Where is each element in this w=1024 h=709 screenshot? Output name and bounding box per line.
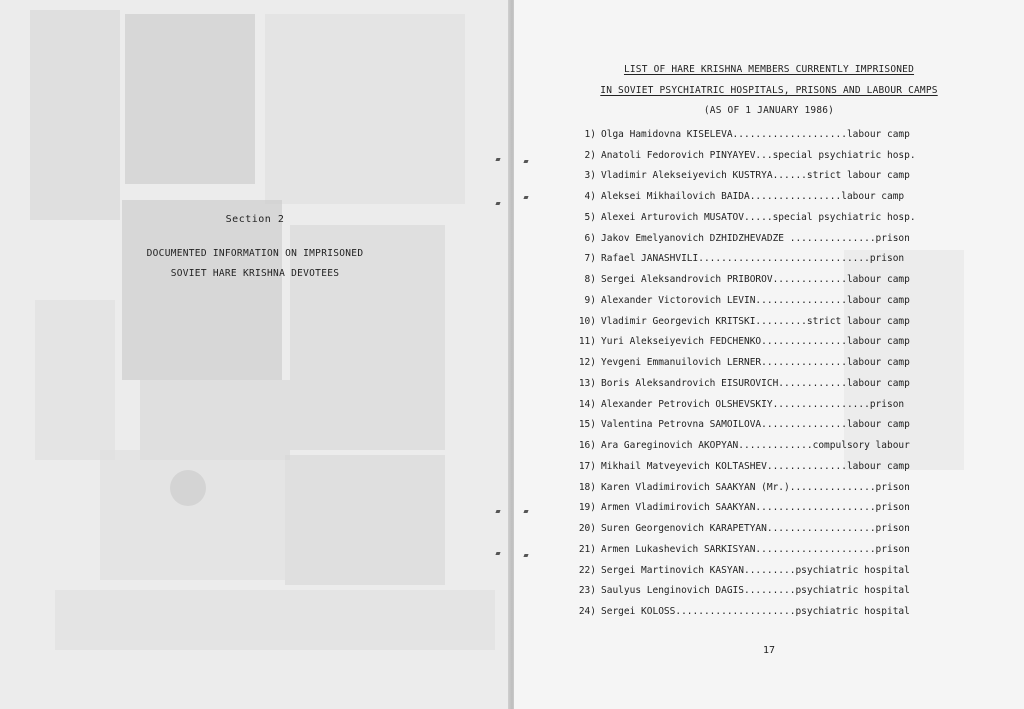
- list-entry: [570, 435, 950, 456]
- entry-number: 21): [578, 543, 596, 555]
- entry-number: 23): [578, 585, 596, 597]
- entry-text: Armen Lukashevich SARKISYAN.....................prison: [601, 543, 910, 555]
- prisoner-list: [570, 124, 950, 622]
- entry-number: 3): [584, 170, 596, 182]
- list-entry: [570, 166, 950, 187]
- entry-text: Rafael JANASHVILI..............................prison: [601, 253, 905, 265]
- list-entry: [570, 581, 950, 602]
- entry-text: Mikhail Matveyevich KOLTASHEV..............labour camp: [601, 460, 910, 472]
- entry-text: Yevgeni Emmanuilovich LERNER...............labour camp: [601, 357, 910, 369]
- entry-number: 10): [578, 315, 596, 327]
- list-title-line1: LIST OF HARE KRISHNA MEMBERS CURRENTLY IMPRISONED: [623, 64, 915, 75]
- entry-text: Ara Gareginovich AKOPYAN.............compulsory labour: [601, 440, 910, 452]
- list-entry: [570, 415, 950, 436]
- bleed-through-image: [100, 450, 285, 580]
- entry-number: 4): [584, 191, 596, 203]
- entry-number: 18): [578, 481, 596, 493]
- entry-text: Alexander Petrovich OLSHEVSKIY.................prison: [601, 398, 905, 410]
- entry-number: 13): [578, 377, 596, 389]
- list-entry: [570, 539, 950, 560]
- entry-number: 9): [584, 294, 596, 306]
- bleed-through-image: [140, 380, 290, 460]
- entry-text: Suren Georgenovich KARAPETYAN...................prison: [601, 523, 910, 535]
- entry-number: 14): [578, 398, 596, 410]
- bleed-through-image: [30, 10, 120, 220]
- page-number: 17: [762, 645, 776, 656]
- bleed-through-image: [265, 14, 465, 204]
- list-entry: [570, 352, 950, 373]
- list-entry: [570, 311, 950, 332]
- list-entry: [570, 560, 950, 581]
- entry-number: 15): [578, 419, 596, 431]
- list-entry: [570, 373, 950, 394]
- list-entry: [570, 456, 950, 477]
- list-date: (AS OF 1 JANUARY 1986): [703, 105, 835, 116]
- entry-text: Vladimir Alekseiyevich KUSTRYA......strict labour camp: [601, 170, 910, 182]
- list-entry: [570, 124, 950, 145]
- right-page: [514, 0, 1024, 709]
- entry-text: Boris Aleksandrovich EISUROVICH............labour camp: [601, 377, 910, 389]
- bleed-through-image: [125, 14, 255, 184]
- entry-number: 1): [584, 128, 596, 140]
- entry-number: 11): [578, 336, 596, 348]
- entry-text: Anatoli Fedorovich PINYAYEV...special psychiatric hosp.: [601, 149, 916, 161]
- entry-text: Karen Vladimirovich SAAKYAN (Mr.)...............prison: [601, 481, 910, 493]
- entry-text: Sergei Aleksandrovich PRIBOROV.............labour camp: [601, 274, 910, 286]
- entry-number: 19): [578, 502, 596, 514]
- left-page: [0, 0, 510, 709]
- entry-text: Valentina Petrovna SAMOILOVA...............labour camp: [601, 419, 910, 431]
- entry-text: Jakov Emelyanovich DZHIDZHEVADZE ...............prison: [601, 232, 910, 244]
- section-heading-line1: DOCUMENTED INFORMATION ON IMPRISONED: [146, 248, 364, 259]
- bleed-through-image: [35, 300, 115, 460]
- entry-text: Armen Vladimirovich SAAKYAN.....................prison: [601, 502, 910, 514]
- entry-number: 6): [584, 232, 596, 244]
- entry-text: Yuri Alekseiyevich FEDCHENKO...............labour camp: [601, 336, 910, 348]
- list-entry: [570, 332, 950, 353]
- list-entry: [570, 601, 950, 622]
- bleed-through-image: [285, 455, 445, 585]
- bleed-through-caption: [55, 590, 495, 650]
- entry-text: Sergei Martinovich KASYAN.........psychiatric hospital: [601, 564, 910, 576]
- entry-number: 5): [584, 211, 596, 223]
- entry-text: Alexander Victorovich LEVIN................labour camp: [601, 294, 910, 306]
- list-entry: [570, 498, 950, 519]
- entry-text: Olga Hamidovna KISELEVA....................labour camp: [601, 128, 910, 140]
- entry-number: 17): [578, 460, 596, 472]
- list-entry: [570, 145, 950, 166]
- entry-number: 8): [584, 274, 596, 286]
- list-title-line2: IN SOVIET PSYCHIATRIC HOSPITALS, PRISONS AND LABOUR CAMPS: [600, 85, 938, 96]
- bleed-through-emblem: [170, 470, 206, 506]
- entry-number: 2): [584, 149, 596, 161]
- entry-text: Aleksei Mikhailovich BAIDA................labour camp: [601, 191, 905, 203]
- entry-number: 16): [578, 440, 596, 452]
- list-entry: [570, 249, 950, 270]
- entry-number: 24): [578, 606, 596, 618]
- entry-number: 12): [578, 357, 596, 369]
- list-entry: [570, 290, 950, 311]
- section-heading-line2: SOVIET HARE KRISHNA DEVOTEES: [170, 268, 340, 279]
- bleed-through-image: [122, 200, 282, 380]
- entry-number: 20): [578, 523, 596, 535]
- entry-number: 22): [578, 564, 596, 576]
- list-entry: [570, 518, 950, 539]
- entry-text: Sergei KOLOSS.....................psychiatric hospital: [601, 606, 910, 618]
- list-entry: [570, 186, 950, 207]
- list-entry: [570, 477, 950, 498]
- entry-number: 7): [584, 253, 596, 265]
- entry-text: Vladimir Georgevich KRITSKI.........strict labour camp: [601, 315, 910, 327]
- list-entry: [570, 228, 950, 249]
- entry-text: Alexei Arturovich MUSATOV.....special psychiatric hosp.: [601, 211, 916, 223]
- list-entry: [570, 269, 950, 290]
- list-entry: [570, 394, 950, 415]
- entry-text: Saulyus Lenginovich DAGIS.........psychiatric hospital: [601, 585, 910, 597]
- list-entry: [570, 207, 950, 228]
- section-label: Section 2: [225, 214, 285, 225]
